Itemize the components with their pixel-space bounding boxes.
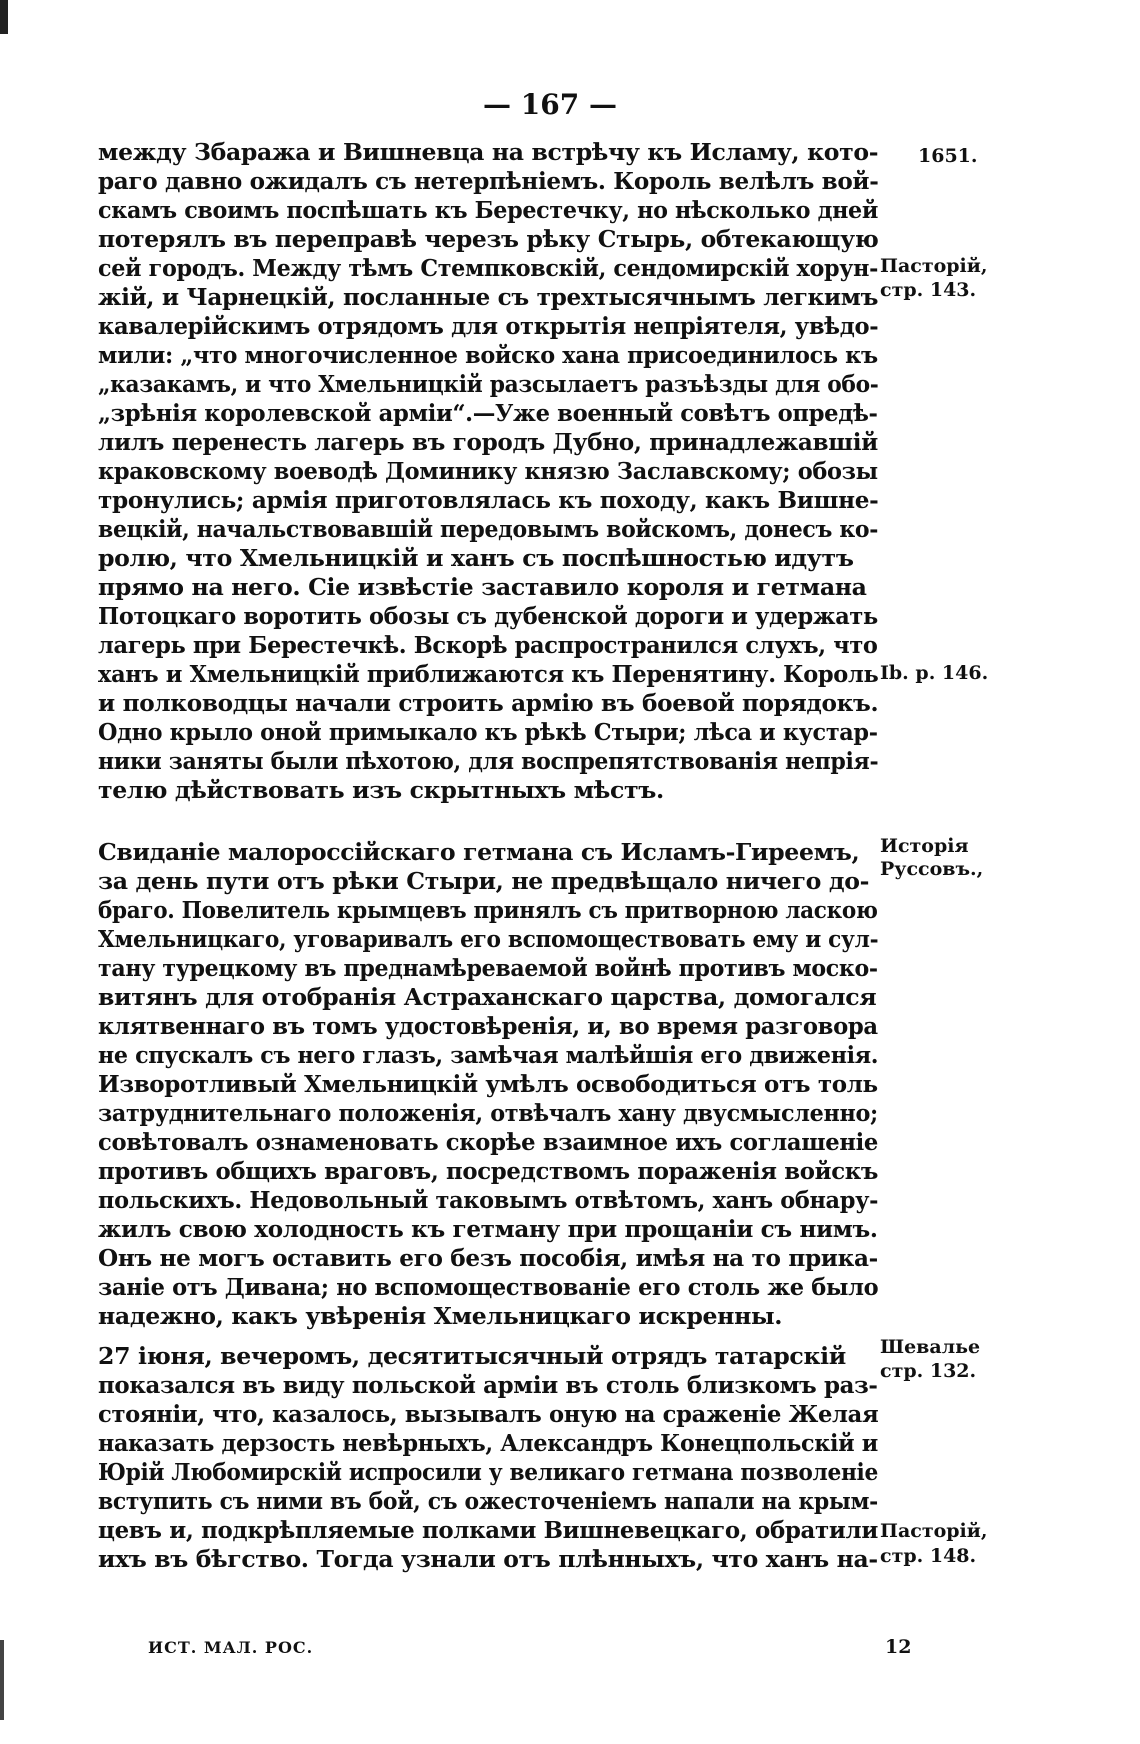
text-line: браго. Повелитель крымцевъ принялъ съ притворною ласкою — [98, 896, 878, 924]
text-line: раго давно ожидалъ съ нетерпѣніемъ. Король велѣлъ вой- — [98, 167, 879, 195]
text-line: сей городъ. Между тѣмъ Стемпковскій, сендомирскій хорун- — [98, 254, 878, 282]
text-line: надежно, какъ увѣренія Хмельницкаго искренны. — [98, 1302, 783, 1330]
text-line: 27 іюня, вечеромъ, десятитысячный отрядъ татарскій — [98, 1342, 846, 1370]
text-line: Юрій Любомирскій испросили у великаго гетмана позволеніе — [98, 1458, 878, 1486]
margin-note-source: Руссовъ., — [880, 858, 984, 880]
text-line: краковскому воеводѣ Доминику князю Заславскому; обозы — [98, 457, 878, 485]
text-line: затруднительнаго положенія, отвѣчалъ хану двусмысленно; — [98, 1099, 878, 1127]
text-line: кавалерійскимъ отрядомъ для открытія непріятеля, увѣдо- — [98, 312, 879, 340]
text-line: тану турецкому въ преднамѣреваемой войнѣ противъ моско- — [98, 954, 878, 982]
text-line: „зрѣнія королевской арміи“.—Уже военный совѣтъ опредѣ- — [98, 399, 878, 427]
text-line: жилъ свою холодность къ гетману при прощаніи съ нимъ. — [98, 1215, 878, 1243]
margin-note-source: Шевалье — [880, 1336, 981, 1358]
margin-note-source: Пасторій, — [880, 1520, 988, 1542]
text-line: жій, и Чарнецкій, посланные съ трехтысячнымъ легкимъ — [98, 283, 879, 311]
text-line: наказать дерзость невѣрныхъ, Александръ Конецпольскій и — [98, 1429, 878, 1457]
margin-note-source: Ib. p. 146. — [880, 662, 989, 684]
text-line: вступить съ ними въ бой, съ ожесточеніемъ напали на крым- — [98, 1487, 878, 1515]
text-line: за день пути отъ рѣки Стыри, не предвѣщало ничего до- — [98, 867, 870, 895]
text-line: между Збаража и Вишневца на встрѣчу къ Исламу, кото- — [98, 138, 879, 166]
page-number: — 167 — — [483, 88, 617, 121]
text-line: ролю, что Хмельницкій и ханъ съ поспѣшностью идутъ — [98, 544, 854, 572]
text-line: мили: „что многочисленное войско хана присоединилось къ — [98, 341, 878, 369]
text-line: тронулись; армія приготовлялась къ походу, какъ Вишне- — [98, 486, 879, 514]
text-line: ихъ въ бѣгство. Тогда узнали отъ плѣнныхъ, что ханъ на- — [98, 1545, 878, 1573]
text-line: ханъ и Хмельницкій приближаются къ Перенятину. Король — [98, 660, 879, 688]
text-line: заніе отъ Дивана; но вспомоществованіе его столь же было — [98, 1273, 879, 1301]
text-line: прямо на него. Сіе извѣстіе заставило короля и гетмана — [98, 573, 867, 601]
text-line: совѣтовалъ ознаменовать скорѣе взаимное ихъ соглашеніе — [98, 1128, 878, 1156]
text-line: Онъ не могъ оставить его безъ пособія, имѣя на то прика- — [98, 1244, 878, 1272]
text-line: лагерь при Берестечкѣ. Вскорѣ распространился слухъ, что — [98, 631, 878, 659]
text-line: Свиданіе малороссійскаго гетмана съ Исламъ-Гиреемъ, — [98, 838, 860, 866]
text-line: противъ общихъ враговъ, посредствомъ пораженія войскъ — [98, 1157, 879, 1185]
margin-note-page: стр. 148. — [880, 1545, 977, 1567]
text-line: Одно крыло оной примыкало къ рѣкѣ Стыри; лѣса и кустар- — [98, 718, 878, 746]
text-line: показался въ виду польской арміи въ столь близкомъ раз- — [98, 1371, 878, 1399]
paragraph-1 — [98, 138, 878, 805]
text-line: вецкій, начальствовавшій передовымъ войскомъ, донесъ ко- — [98, 515, 879, 543]
margin-note-page: стр. 132. — [880, 1360, 977, 1382]
margin-note-source: Исторія — [880, 835, 969, 857]
text-line: цевъ и, подкрѣпляемые полками Вишневецкаго, обратили — [98, 1516, 878, 1544]
text-line: не спускалъ съ него глазъ, замѣчая малѣйшія его движенія. — [98, 1041, 879, 1069]
text-line: Изворотливый Хмельницкій умѣлъ освободиться отъ толь — [98, 1070, 878, 1098]
margin-note-year: 1651. — [918, 145, 978, 167]
text-line: клятвеннаго въ томъ удостовѣренія, и, во время разговора — [98, 1012, 878, 1040]
scan-edge-mark — [0, 0, 8, 34]
text-line: стояніи, что, казалось, вызывалъ оную на сраженіе Желая — [98, 1400, 879, 1428]
text-line: и полководцы начали строить армію въ боевой порядокъ. — [98, 689, 879, 717]
paragraph-2 — [98, 838, 878, 1331]
text-line: телю дѣйствовать изъ скрытныхъ мѣстъ. — [98, 776, 664, 804]
text-line: скамъ своимъ поспѣшать къ Берестечку, но нѣсколько дней — [98, 196, 879, 224]
text-line: Хмельницкаго, уговаривалъ его вспомоществовать ему и сул- — [98, 925, 879, 953]
text-line: „казакамъ, и что Хмельницкій разсылаетъ разъѣзды для обо- — [98, 370, 879, 398]
footer-signature: ИСТ. МАЛ. РОС. — [148, 1638, 314, 1657]
text-line: ники заняты были пѣхотою, для воспрепятствованія непрія- — [98, 747, 879, 775]
text-line: польскихъ. Недовольный таковымъ отвѣтомъ, ханъ обнару- — [98, 1186, 879, 1214]
paragraph-3 — [98, 1342, 878, 1574]
text-line: лилъ перенесть лагерь въ городъ Дубно, принадлежавшій — [98, 428, 878, 456]
margin-note-source: Пасторій, — [880, 255, 988, 277]
text-line: Потоцкаго воротить обозы съ дубенской дороги и удержать — [98, 602, 878, 630]
text-line: витянъ для отобранія Астраханскаго царства, домогался — [98, 983, 877, 1011]
footer-signature-number: 12 — [885, 1636, 912, 1658]
text-line: потерялъ въ переправѣ черезъ рѣку Стырь, обтекающую — [98, 225, 879, 253]
scan-edge-mark — [0, 1640, 4, 1720]
margin-note-page: стр. 143. — [880, 279, 977, 301]
